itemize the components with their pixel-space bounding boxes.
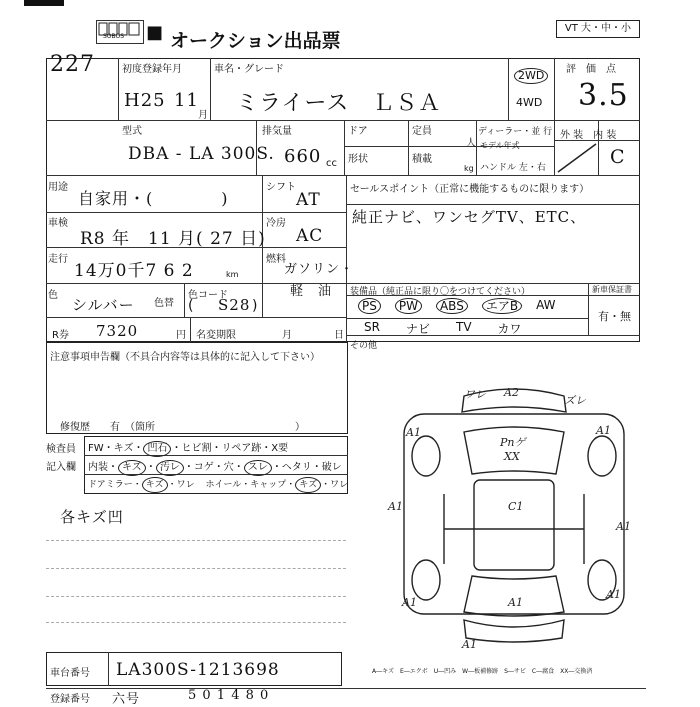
color-value: シルバー	[72, 296, 135, 314]
mileage-value: 14万0千7 6 2	[74, 261, 194, 281]
equipment-row1	[358, 298, 555, 314]
dealer-label: ディーラー・並 行	[478, 127, 553, 137]
damage-label-5: A1	[596, 424, 611, 437]
ac-label: 冷房	[266, 218, 286, 229]
equip-abs: ABS	[436, 298, 468, 314]
capacity-unit: 人	[466, 138, 476, 149]
paren-open: (	[188, 298, 194, 314]
registration-start: 六号	[112, 692, 141, 707]
paren-close: )	[252, 298, 258, 314]
damage-label-8: C1	[508, 500, 524, 513]
damage-label-14: A1	[462, 638, 477, 651]
auction-logo	[96, 20, 144, 44]
equip-navi: ナビ	[405, 322, 430, 336]
equip-aw: AW	[536, 298, 556, 312]
damage-label-13: A1	[508, 596, 523, 609]
owner-label: 用途	[48, 182, 68, 193]
inspector-row2: 内装・ キズ ・ 汚レ ・コゲ・穴・ スレ ・ヘタリ・破レ	[88, 458, 342, 476]
notes-label: 注意事項申告欄（不具合内容等は具体的に記入して下さい）	[50, 352, 320, 363]
damage-legend: A―キズ E―エクボ U―凹み W―板補修跡 S―サビ C―腐食 XX―交換済	[372, 668, 593, 675]
chassis-value: LA300S-1213698	[116, 660, 280, 680]
load-label: 積載	[412, 154, 432, 165]
model-year-label: モデル年式	[480, 141, 520, 150]
recycle-value: 7320	[96, 322, 139, 340]
name-change-label: 名変期限	[196, 330, 236, 341]
color-code: S28	[218, 296, 251, 314]
page-title: オークション出品票	[170, 30, 341, 52]
body-label: 形状	[348, 154, 368, 165]
first-reg-year: H25	[124, 90, 166, 111]
damage-label-3: ズレ	[564, 394, 586, 407]
repair-label: 修復歴 有 （箇所 ）	[60, 422, 305, 433]
displacement-label: 排気量	[262, 126, 292, 137]
month-label: 月	[282, 330, 292, 341]
recycle-label: R券	[52, 330, 69, 341]
inspection-label: 車検	[48, 218, 68, 229]
color-code-label: 色コード	[188, 290, 228, 301]
damage-label-11: A1	[402, 596, 417, 609]
other-label: その他	[350, 341, 378, 351]
door-label: ドア	[348, 126, 368, 137]
capacity-label: 定員	[412, 126, 432, 137]
equip-ps: PS	[358, 298, 381, 314]
fuel-value: ガソリン・	[284, 262, 355, 277]
logo-text: SOBOS	[103, 33, 125, 40]
inspector-row1: FW・キズ・ 凹石 ・ヒビ割・リペア跡・X要	[88, 439, 288, 457]
new-car-value: 有・無	[598, 310, 631, 323]
equip-airbag: エアB	[482, 298, 522, 314]
ac-value: AC	[296, 226, 324, 246]
damage-label-7: XX	[504, 450, 520, 463]
inspector-label2: 記入欄	[46, 462, 76, 473]
size-box: VT 大・中・小	[556, 20, 640, 38]
model-grade: ミライース ＬＳＡ	[236, 91, 442, 116]
inspector-note: 各キズ凹	[60, 508, 124, 526]
lot-number: 227	[50, 52, 95, 77]
color-change-label: 色替	[154, 298, 174, 309]
displacement: 660	[284, 146, 322, 167]
equip-leather: カワ	[497, 322, 522, 336]
inspector-label: 検査員	[46, 444, 76, 455]
equip-sr: SR	[364, 320, 380, 334]
inspector-row3: ドアミラー・ キズ ・ワレ ホイール・キャップ・ キズ ・ワレ	[88, 477, 348, 493]
first-reg-month: 11	[174, 90, 199, 111]
new-car-label: 新車保証書	[592, 285, 632, 294]
model-code-label: 型式	[122, 126, 142, 137]
corner-tab	[24, 0, 64, 6]
damage-label-2: A2	[504, 386, 519, 399]
damage-label-12: A1	[606, 588, 621, 601]
handle-label: ハンドル 左・右	[480, 163, 546, 173]
owner-value: 自家用・( )	[78, 189, 229, 208]
damage-label-1: ワレ	[464, 388, 486, 401]
car-damage-diagram	[384, 384, 644, 654]
score-label: 評 価 点	[566, 64, 616, 75]
kg-unit: kg	[464, 164, 474, 173]
yen-unit: 円	[176, 330, 186, 341]
damage-label-10: A1	[616, 520, 631, 533]
damage-label-9: A1	[388, 500, 403, 513]
drive-2wd: 2WD	[514, 68, 548, 84]
equip-pw: PW	[395, 298, 422, 314]
equip-tv: TV	[455, 320, 472, 334]
shift-label: シフト	[266, 182, 296, 193]
damage-label-4: A1	[406, 426, 421, 439]
sales-point-label: セールスポイント（正常に機能するものに限ります）	[350, 184, 590, 195]
exterior-slash	[554, 140, 598, 175]
chassis-label: 車台番号	[50, 668, 90, 679]
damage-label-6: Pnゲ	[500, 436, 526, 449]
equipment-label: 装備品（純正品に限り〇をつけてください）	[350, 287, 531, 297]
model-code: DBA - LA 300S.	[128, 144, 275, 164]
day-label: 日	[334, 330, 344, 341]
registration-label: 登録番号	[50, 694, 90, 705]
model-grade-label: 車名・グレード	[214, 64, 284, 75]
shift-value: AT	[296, 190, 321, 210]
fuel-label: 燃料	[266, 254, 286, 265]
equipment-row2	[364, 320, 522, 337]
interior-grade: C	[610, 146, 626, 168]
month-unit: 月	[198, 110, 208, 121]
logo-symbol: ■	[146, 22, 164, 43]
cc-unit: cc	[326, 158, 337, 169]
fuel-value2: 軽 油	[290, 284, 333, 299]
first-reg-label: 初度登録年月	[122, 64, 182, 75]
inspection-value: R8 年 11 月( 27 日)	[80, 229, 266, 249]
sales-point-value: 純正ナビ、ワンセグTV、ETC、	[352, 208, 587, 226]
mileage-label: 走行	[48, 254, 68, 265]
score-value: 3.5	[578, 78, 629, 113]
km-unit: km	[226, 270, 239, 279]
drive-4wd: 4WD	[516, 96, 543, 109]
ext-int-label: 外 装 内 装	[560, 130, 617, 141]
color-label: 色	[48, 290, 58, 301]
registration-digits: 5 0 1 4 8 0	[188, 688, 270, 703]
